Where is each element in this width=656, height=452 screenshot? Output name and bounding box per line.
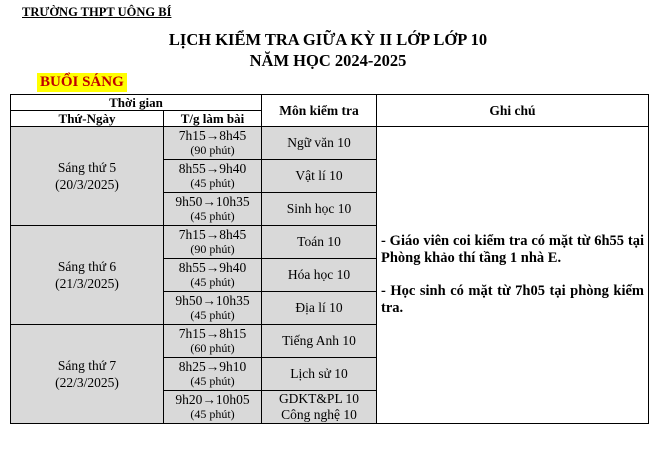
time-slot-cell (164, 127, 262, 160)
time-range: 7h15→8h15 (178, 326, 247, 341)
note-header: Ghi chú (377, 95, 649, 127)
duration: (60 phút) (190, 341, 235, 355)
time-slot-cell (164, 193, 262, 226)
subject-cell: Toán 10 (262, 226, 377, 259)
time-range: 8h55→9h40 (178, 161, 247, 176)
time-range: 7h15→8h45 (178, 128, 247, 143)
day-date: (21/3/2025) (55, 276, 119, 291)
note-cell (377, 127, 649, 424)
exam-schedule-table (10, 94, 649, 424)
time-range: 9h50→10h35 (175, 293, 250, 308)
day-label: Sáng thứ 5 (57, 160, 117, 175)
time-range: 9h20→10h05 (175, 392, 250, 407)
time-slot-cell (164, 259, 262, 292)
school-name: TRƯỜNG THPT UÔNG BÍ (22, 5, 172, 19)
duration-header: T/g làm bài (164, 111, 262, 127)
duration: (45 phút) (190, 374, 235, 388)
duration: (45 phút) (190, 209, 235, 223)
subject-line: GDKT&PL 10 (278, 391, 360, 406)
header-row (11, 95, 649, 111)
time-range: 9h50→10h35 (175, 194, 250, 209)
duration: (45 phút) (190, 407, 235, 421)
time-slot-cell (164, 226, 262, 259)
duration: (45 phút) (190, 308, 235, 322)
day-label: Sáng thứ 7 (57, 358, 117, 373)
day-cell (11, 127, 164, 226)
subject-cell: Ngữ văn 10 (262, 127, 377, 160)
duration: (45 phút) (190, 176, 235, 190)
time-range: 8h55→9h40 (178, 260, 247, 275)
subject-cell (262, 391, 377, 424)
time-slot-cell (164, 391, 262, 424)
time-slot-cell (164, 160, 262, 193)
day-cell (11, 226, 164, 325)
time-range: 7h15→8h45 (178, 227, 247, 242)
note-students: - Học sinh có mặt từ 7h05 tại phòng kiểm tra. (381, 283, 644, 316)
time-slot-cell (164, 358, 262, 391)
subject-cell: Địa lí 10 (262, 292, 377, 325)
day-header: Thứ-Ngày (11, 111, 164, 127)
time-range: 8h25→9h10 (178, 359, 247, 374)
subject-cell: Vật lí 10 (262, 160, 377, 193)
duration: (45 phút) (190, 275, 235, 289)
day-cell (11, 325, 164, 424)
page-title: LỊCH KIỂM TRA GIỮA KỲ II LỚP LỚP 10 (168, 30, 488, 49)
subject-cell: Hóa học 10 (262, 259, 377, 292)
duration: (90 phút) (190, 242, 235, 256)
subject-cell: Lịch sử 10 (262, 358, 377, 391)
subject-cell: Tiếng Anh 10 (262, 325, 377, 358)
school-year: NĂM HỌC 2024-2025 (249, 51, 407, 70)
day-date: (22/3/2025) (55, 375, 119, 390)
time-header: Thời gian (11, 95, 262, 111)
time-slot-cell (164, 325, 262, 358)
time-slot-cell (164, 292, 262, 325)
day-date: (20/3/2025) (55, 177, 119, 192)
duration: (90 phút) (190, 143, 235, 157)
session-label: BUỔI SÁNG (37, 73, 127, 92)
subject-cell: Sinh học 10 (262, 193, 377, 226)
note-teachers: - Giáo viên coi kiểm tra có mặt từ 6h55 tại Phòng khảo thí tầng 1 nhà E. (381, 233, 644, 266)
table-row (11, 127, 649, 160)
subject-line: Công nghệ 10 (281, 407, 357, 422)
day-label: Sáng thứ 6 (57, 259, 117, 274)
subject-header: Môn kiểm tra (262, 95, 377, 127)
